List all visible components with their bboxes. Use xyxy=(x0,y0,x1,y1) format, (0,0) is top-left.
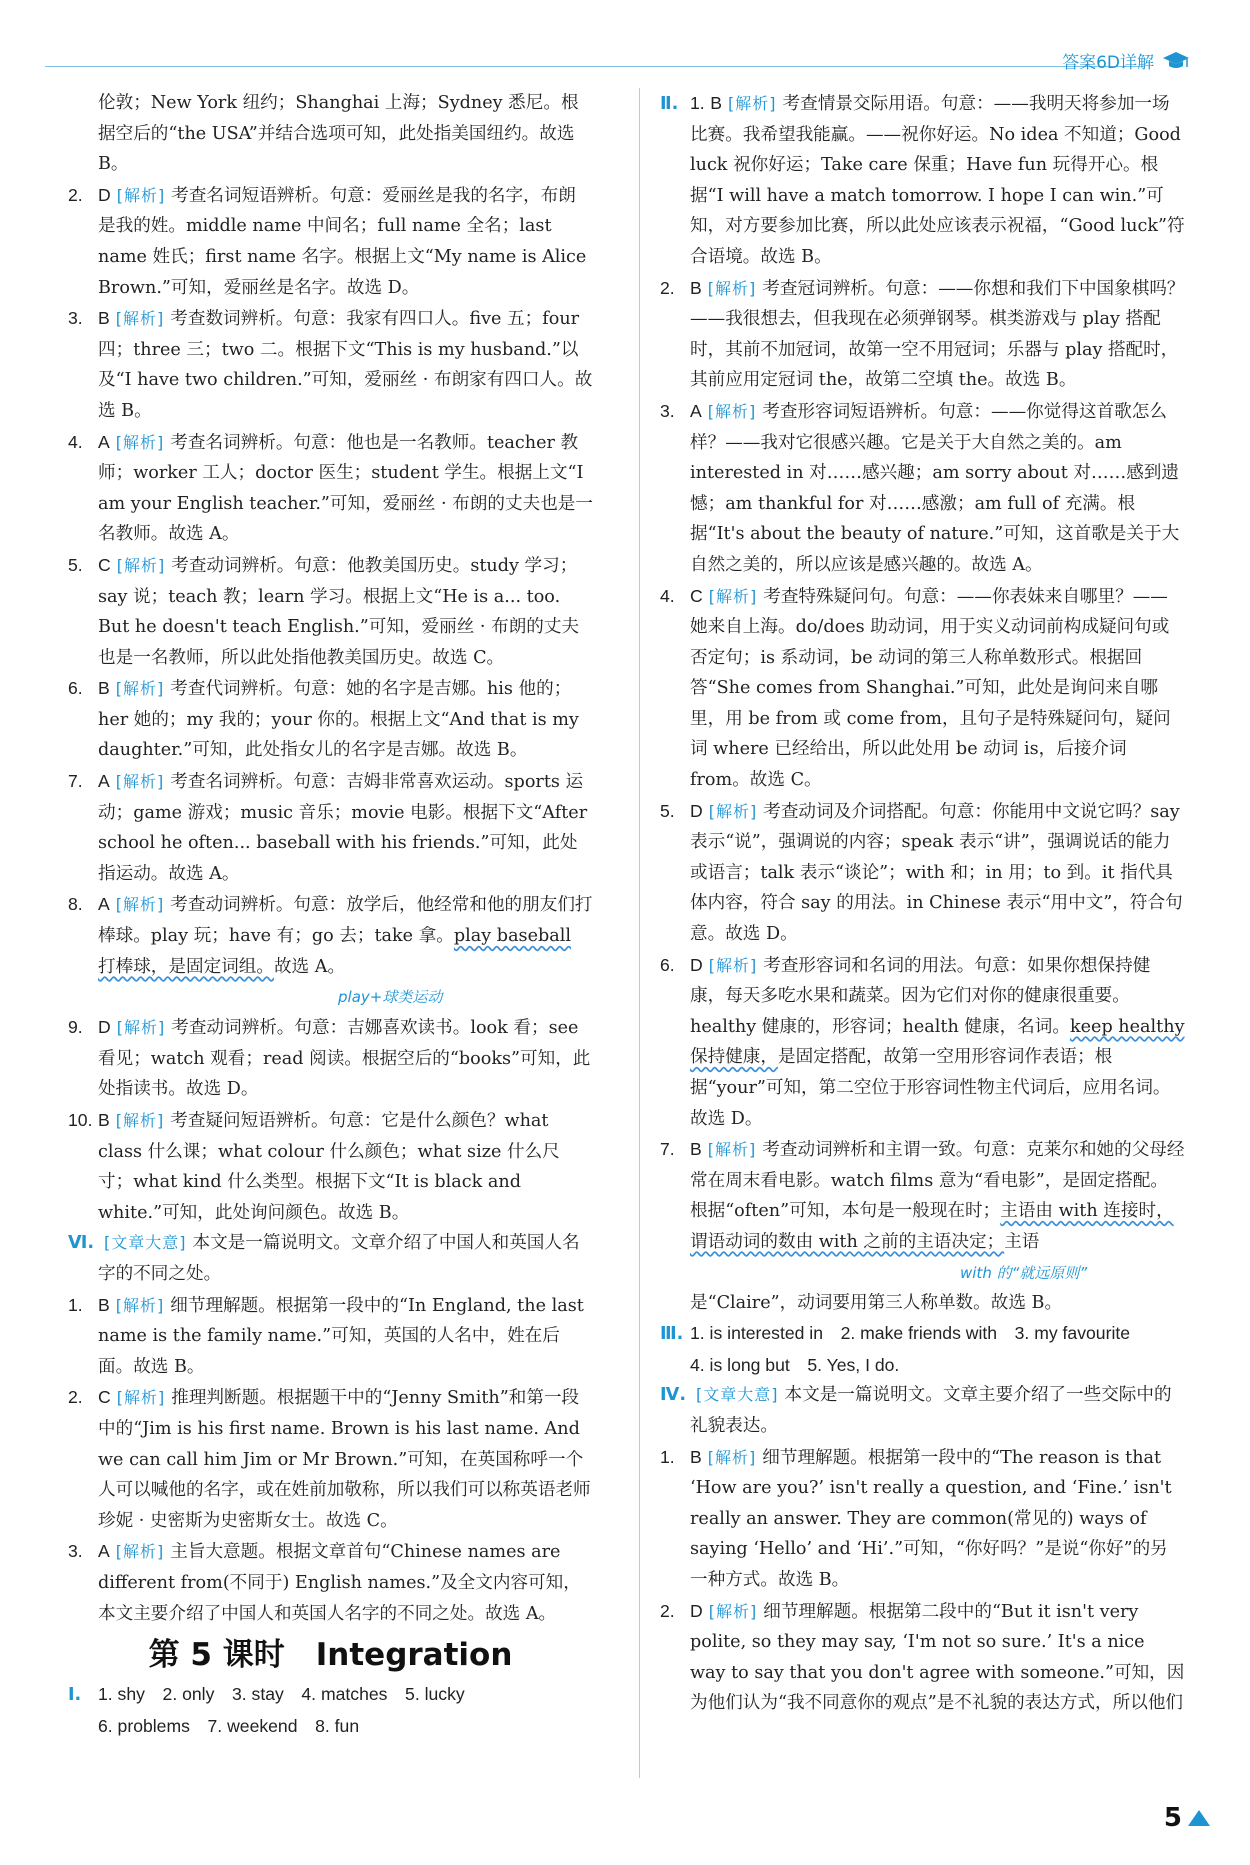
section-label: Ⅱ. xyxy=(660,94,679,114)
page-header xyxy=(1062,48,1190,73)
item-text: 考查动词辨析。句意：他教美国历史。study 学习；say 说；teach 教；learn 学习。根据上文“He is a... too. But he doesn't teach English.”可知，爱丽丝 · 布朗的丈夫也是一名教师，所以此处指他教美国历史。故选 C。 xyxy=(98,555,580,668)
summary-text: 本文是一篇说明文。文章主要介绍了一些交际中的礼貌表达。 xyxy=(690,1385,1172,1436)
analysis-tag: [解析] xyxy=(116,1018,166,1038)
handwritten-note: with 的“就远原则” xyxy=(960,1263,1088,1282)
item-text: 考查动词辨析。句意：放学后，他经常和他的朋友们打棒球。play 玩；have 有；go 去；take 拿。 xyxy=(98,895,593,947)
left-column xyxy=(68,88,593,1741)
analysis-tag: [解析] xyxy=(115,1295,165,1315)
analysis-tag: [解析] xyxy=(115,1111,165,1130)
answer-item xyxy=(68,550,593,673)
item-text: 考查动词辨析和主谓一致。句意：克莱尔和她的父母经常在周末看电影。watch films 意为“看电影”，是固定搭配。根据“often”可知，本句是一般现在时； xyxy=(690,1140,1185,1222)
item-number: 7. xyxy=(68,771,83,792)
item-text: 细节理解题。根据第二段中的“But it isn't very polite, so they may say, ‘I'm not so sure.’ It's a nice way to say that you don't agree with someone.”可知，因为他们认为“我不同意你的观点”是不礼貌的表达方式，所以他们 xyxy=(690,1601,1185,1714)
analysis-tag: [解析] xyxy=(707,1447,757,1467)
answer-item xyxy=(660,1442,1185,1596)
graduation-cap-icon xyxy=(1162,50,1190,72)
item-number: 1. xyxy=(68,1294,83,1315)
item-text: 细节理解题。根据第一段中的“In England, the last name is the family name.”可知，英国的人名中，姓在后面。故选 B。 xyxy=(98,1295,584,1377)
item-number: 3. xyxy=(68,308,83,329)
item-text: 考查形容词短语辨析。句意：——你觉得这首歌怎么样？——我对它很感兴趣。它是关于大自然之美的。am interested in 对……感兴趣；am sorry about 对……感到遗憾；am thankful for 对……感激；am full of 充满。根据“It's about the beauty of nature.”可知，这首歌是关于大自然之美的，所以应该是感兴趣的。故选 A。 xyxy=(690,401,1180,575)
item-answer: A xyxy=(98,771,110,792)
answer-item xyxy=(660,581,1185,796)
item-answer: B xyxy=(98,1110,110,1130)
item-number: 4. xyxy=(660,585,675,606)
item-text: 考查疑问短语辨析。句意：它是什么颜色？what class 什么课；what colour 什么颜色；what size 什么尺寸；what kind 什么类型。根据下文“It is black and white.”可知，此处询问颜色。故选 B。 xyxy=(98,1111,560,1223)
item-answer: B xyxy=(98,1294,110,1315)
item-answer: D xyxy=(98,1017,111,1038)
item-answer: D xyxy=(690,1600,703,1621)
fill-in-answers xyxy=(660,1350,1185,1381)
analysis-tag: [解析] xyxy=(115,772,165,792)
item-answer: D xyxy=(98,184,111,205)
item-answer: C xyxy=(98,554,111,575)
summary-tag: [文章大意] xyxy=(696,1385,779,1405)
answer-item xyxy=(660,88,1185,273)
item-answer: B xyxy=(690,1139,702,1160)
item-text: 考查名词辨析。句意：他也是一名教师。teacher 教师；worker 工人；doctor 医生；student 学生。根据上文“I am your English teacher.”可知，爱丽丝 · 布朗的丈夫也是一名教师。故选 A。 xyxy=(98,432,593,545)
item-text: 考查名词短语辨析。句意：爱丽丝是我的名字，布朗是我的姓。middle name 中间名；full name 全名；last name 姓氏；first name 名字。根据上文“My name is Alice Brown.”可知，爱丽丝是名字。故选 D。 xyxy=(98,185,587,298)
answer-item xyxy=(68,180,593,303)
item-number: 4. xyxy=(68,431,83,452)
item-answer: A xyxy=(98,431,110,452)
answer-item xyxy=(660,396,1185,581)
analysis-tag: [解析] xyxy=(115,1542,165,1562)
page-number: 5 xyxy=(1163,1803,1182,1833)
item-number: 2. xyxy=(68,184,83,205)
item-answer: C xyxy=(98,1387,111,1408)
item-answer: D xyxy=(690,954,703,975)
analysis-tag: [解析] xyxy=(708,801,758,821)
underlined-key-phrase: 主语由 with 连接时，谓语动词的数由 with 之前的主语决定； xyxy=(690,1201,1174,1252)
analysis-tag: [解析] xyxy=(115,895,165,915)
answer-item xyxy=(68,1290,593,1383)
item-text: 考查冠词辨析。句意：——你想和我们下中国象棋吗？——我很想去，但我现在必须弹钢琴。棋类游戏与 play 搭配时，其前不加冠词，故第一空不用冠词；乐器与 play 搭配时，其前应用定冠词 the，故第二空填 the。故选 B。 xyxy=(690,278,1185,391)
analysis-tag: [解析] xyxy=(707,401,757,421)
fill-in-answers xyxy=(68,1711,593,1742)
item-answer: C xyxy=(690,585,703,606)
item-text: 考查名词辨析。句意：吉姆非常喜欢运动。sports 运动；game 游戏；music 音乐；movie 电影。根据下文“After school he often... baseball with his friends.”可知，此处指运动。故选 A。 xyxy=(98,772,588,884)
analysis-tag: [解析] xyxy=(728,94,777,113)
item-answer: A xyxy=(98,1541,110,1562)
item-number: 6. xyxy=(660,954,675,975)
lesson-title: 第 5 课时 Integration xyxy=(148,1637,513,1674)
section-label: Ⅳ. xyxy=(660,1385,687,1406)
analysis-tag: [解析] xyxy=(708,586,758,606)
item-text: 考查数词辨析。句意：我家有四口人。five 五；four 四；three 三；two 二。根据下文“This is my husband.”以及“I have two children.”可知，爱丽丝 · 布朗家有四口人。故选 B。 xyxy=(98,309,593,421)
analysis-tag: [解析] xyxy=(707,1140,757,1160)
item-answer: B xyxy=(690,1446,702,1467)
item-number: 8. xyxy=(68,894,83,915)
fill-line: 6. problems 7. weekend 8. fun xyxy=(98,1715,360,1736)
item-number: 2. xyxy=(660,1600,675,1621)
item-answer: B xyxy=(710,93,723,113)
answer-item xyxy=(68,673,593,766)
answer-item xyxy=(68,1105,593,1228)
page-arrow-icon xyxy=(1188,1810,1210,1826)
item-number: 1. xyxy=(660,1446,675,1467)
fill-line: 1. is interested in 2. make friends with 3. my favourite xyxy=(690,1323,1131,1344)
item-number: 3. xyxy=(660,400,675,421)
summary-text: 本文是一篇说明文。文章介绍了中国人和英国人名字的不同之处。 xyxy=(98,1233,580,1284)
underlined-key-phrase: keep healthy 保持健康， xyxy=(690,1016,1185,1068)
analysis-tag: [解析] xyxy=(116,555,166,575)
item-number: 9. xyxy=(68,1017,83,1038)
item-number: 5. xyxy=(68,554,83,575)
item-number: 2. xyxy=(68,1387,83,1408)
answer-item xyxy=(68,1382,593,1536)
item-tail-text: 主语 xyxy=(1004,1231,1040,1252)
item-after-note-text: 是“Claire”，动词要用第三人称单数。故选 B。 xyxy=(690,1292,1063,1313)
right-column xyxy=(660,88,1185,1719)
section-summary xyxy=(68,1228,593,1289)
fill-line: 4. is long but 5. Yes, I do. xyxy=(690,1354,900,1375)
item-text: 推理判断题。根据题干中的“Jenny Smith”和第一段中的“Jim is his first name. Brown is his last name. And we can call him Jim or Mr Brown.”可知，在英国称呼一个人可以喊他的名字，或在姓前加敬称，所以我们可以称英语老师珍妮 · 史密斯为史密斯女士。故选 C。 xyxy=(98,1388,591,1531)
section-summary xyxy=(660,1380,1185,1441)
answer-item xyxy=(68,427,593,550)
item-text: 考查代词辨析。句意：她的名字是吉娜。his 他的；her 她的；my 我的；your 你的。根据上文“And that is my daughter.”可知，此处指女儿的名字是吉娜。故选 B。 xyxy=(98,679,579,761)
answer-item xyxy=(660,1134,1185,1318)
fill-in-answers xyxy=(68,1679,593,1711)
analysis-tag: [解析] xyxy=(116,185,166,205)
analysis-tag: [解析] xyxy=(708,1601,758,1621)
item-text: 考查动词及介词搭配。句意：你能用中文说它吗？say 表示“说”，强调说的内容；speak 表示“讲”，强调说话的能力或语言；talk 表示“谈论”；with 和；in 用；to 到。it 指代具体内容，符合 say 的用法。in Chinese 表示“用中文”，符合句意。故选 D。 xyxy=(690,801,1183,945)
paragraph-text: 伦敦；New York 纽约；Shanghai 上海；Sydney 悉尼。根据空后的“the USA”并结合选项可知，此处指美国纽约。故选 B。 xyxy=(98,93,579,175)
section-label: Ⅲ. xyxy=(660,1324,684,1345)
paragraph xyxy=(68,88,593,180)
item-answer: B xyxy=(98,678,110,699)
analysis-tag: [解析] xyxy=(116,1388,166,1408)
answer-item xyxy=(68,766,593,889)
answer-item xyxy=(68,889,593,1012)
item-text: 考查形容词和名词的用法。句意：如果你想保持健康，每天多吃水果和蔬菜。因为它们对你的健康很重要。healthy 健康的，形容词；health 健康，名词。 xyxy=(690,955,1151,1037)
item-text: 考查情景交际用语。句意：——我明天将参加一场比赛。我希望我能赢。——祝你好运。No idea 不知道；Good luck 祝你好运；Take care 保重；Have fun 玩得开心。根据“I will have a match tomorrow. I hope I can win.”可知，对方要参加比赛，所以此处应该表示祝福，“Good luck”符合语境。故选 B。 xyxy=(690,94,1185,267)
section-label: Ⅰ. xyxy=(68,1685,82,1706)
item-text: 考查动词辨析。句意：吉娜喜欢读书。look 看；see 看见；watch 观看；read 阅读。根据空后的“books”可知，此处指读书。故选 D。 xyxy=(98,1018,591,1100)
item-answer: B xyxy=(98,308,110,329)
item-text: 细节理解题。根据第一段中的“The reason is that ‘How are you?’ isn't really a question, and ‘Fine.’ isn't really an answer. They are common(常见的) ways of saying ‘Hello’ and ‘Hi’.”可知，“你好吗？”是说“你好”的另一种方式。故选 B。 xyxy=(690,1447,1172,1590)
page-number-box xyxy=(1164,1803,1210,1833)
handwritten-note: play+球类运动 xyxy=(338,988,443,1007)
item-answer: D xyxy=(690,800,703,821)
fill-line: 1. shy 2. only 3. stay 4. matches 5. lucky xyxy=(98,1684,465,1705)
answer-item xyxy=(68,303,593,426)
item-number: 3. xyxy=(68,1541,83,1562)
summary-tag: [文章大意] xyxy=(104,1233,187,1253)
answer-item xyxy=(660,273,1185,396)
answer-item xyxy=(68,1536,593,1629)
item-number: 7. xyxy=(660,1139,675,1160)
header-rule xyxy=(45,66,1145,67)
item-answer: A xyxy=(690,400,702,421)
underlined-key-phrase: play baseball 打棒球，是固定词组。 xyxy=(98,926,571,977)
answer-item xyxy=(68,1012,593,1105)
answer-item xyxy=(660,950,1185,1135)
item-number: 1. xyxy=(690,93,705,113)
item-tail-text: 是固定搭配，故第一空用形容词作表语；根据“your”可知，第二空位于形容词性物主代词后，应用名词。故选 D。 xyxy=(690,1047,1171,1129)
fill-in-answers xyxy=(660,1318,1185,1350)
section-label: Ⅵ. xyxy=(68,1233,95,1254)
item-number: 10. xyxy=(68,1110,93,1130)
item-tail-text: 故选 A。 xyxy=(273,956,346,977)
answer-item xyxy=(660,796,1185,950)
analysis-tag: [解析] xyxy=(115,679,165,699)
item-number: 5. xyxy=(660,800,675,821)
item-answer: B xyxy=(690,277,702,298)
item-number: 2. xyxy=(660,277,675,298)
analysis-tag: [解析] xyxy=(115,432,165,452)
analysis-tag: [解析] xyxy=(115,309,165,329)
header-title: 答案6D详解 xyxy=(1062,53,1154,73)
analysis-tag: [解析] xyxy=(707,278,757,298)
item-text: 考查特殊疑问句。句意：——你表妹来自哪里？——她来自上海。do/does 助动词，用于实义动词前构成疑问句或否定句；is 系动词，be 动词的第三人称单数形式。根据回答“She comes from Shanghai.”可知，此处是询问来自哪里，用 be from 或 come from，且句子是特殊疑问句，疑问词 where 已经给出，所以此处用 be 动词 is，后接介词 from。故选 C。 xyxy=(690,586,1171,791)
analysis-tag: [解析] xyxy=(708,955,758,975)
item-answer: A xyxy=(98,894,110,915)
item-text: 主旨大意题。根据文章首句“Chinese names are different from(不同于) English names.”及全文内容可知，本文主要介绍了中国人和英国人名字的不同之处。故选 A。 xyxy=(98,1542,581,1624)
item-number: 6. xyxy=(68,678,83,699)
answer-item xyxy=(660,1596,1185,1719)
column-divider xyxy=(639,88,640,1778)
